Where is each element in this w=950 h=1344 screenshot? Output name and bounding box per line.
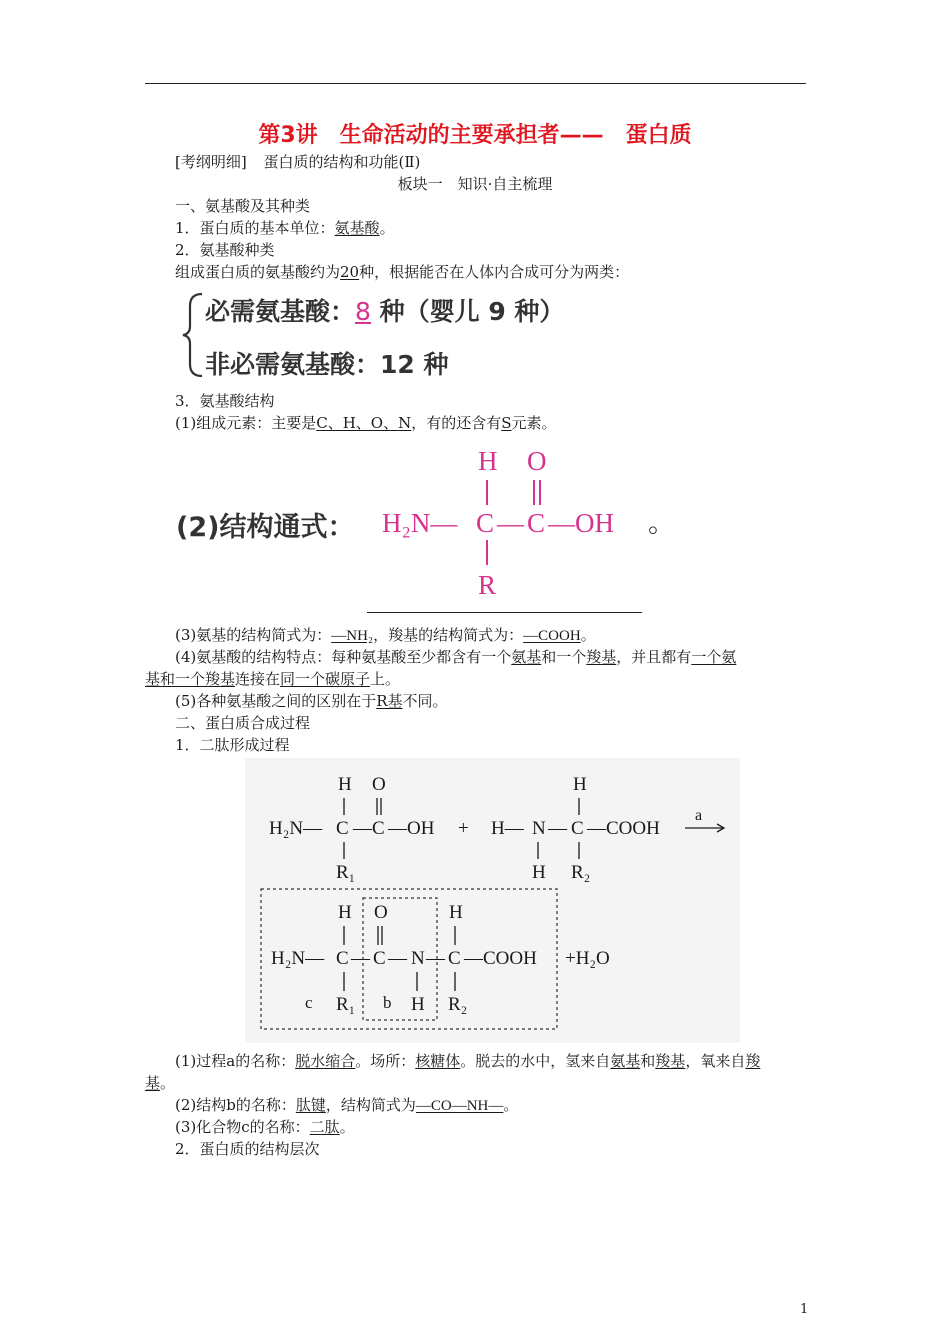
s2-p2: 2．蛋白质的结构层次: [175, 1140, 320, 1158]
answer: 二肽: [309, 1118, 340, 1136]
r1-plus: +: [458, 818, 469, 839]
s1-p4: 3．氨基酸结构: [175, 392, 275, 410]
text: ，结构简式为: [325, 1096, 416, 1114]
syllabus-text: 蛋白质的结构和功能(Ⅱ): [263, 153, 421, 171]
s1-p7-line2: [145, 668, 400, 690]
answer: 同一个碳原子: [280, 670, 371, 688]
header-rule: [145, 83, 806, 84]
r2-dash3: —: [426, 948, 445, 969]
text: 。: [580, 626, 596, 644]
s2-q2: [175, 1094, 518, 1117]
r1-H1: H: [338, 774, 352, 795]
text: (5)各种氨基酸之间的区别在于: [175, 692, 377, 710]
r1-H3: H: [573, 774, 587, 795]
r1-N: N: [532, 818, 546, 839]
r2-dash2: —: [388, 948, 407, 969]
formula-C1: C: [476, 508, 495, 538]
r2-H2N: H₂N—: [271, 948, 325, 969]
brace-line-essential: [205, 292, 564, 328]
section2-heading: 二、蛋白质合成过程: [175, 714, 311, 732]
r1-Hb: H: [532, 862, 546, 883]
s1-p8: [175, 690, 448, 712]
formula-right: —OH: [548, 508, 614, 538]
answer: 一个氨: [691, 648, 737, 666]
r1-dash2: —: [548, 818, 567, 839]
formula-dash: —: [497, 508, 524, 538]
answer: 脱水缩合: [295, 1052, 356, 1070]
s1-p2: 2．氨基酸种类: [175, 241, 275, 259]
answer: 羧基: [586, 648, 617, 666]
r1-C1: C: [336, 818, 349, 839]
r2-H1: H: [338, 902, 352, 923]
r2-H2: H: [449, 902, 463, 923]
formula-left: H₂N—: [382, 508, 458, 538]
text: 和一个: [541, 648, 587, 666]
syllabus-tag: [考纲明细]: [175, 153, 247, 171]
answer: 基和一个羧基: [145, 670, 236, 688]
r2-R2: R₂: [448, 994, 468, 1015]
text: ，羧基的结构简式为：: [373, 626, 524, 644]
r1-a: a: [695, 807, 703, 824]
text: 种，根据能否在人体内合成可分为两类：: [359, 263, 630, 281]
text: 。: [160, 1074, 176, 1092]
r2-C3: C: [448, 948, 461, 969]
answer: R基: [376, 692, 403, 710]
answer: 氨基: [610, 1052, 641, 1070]
r1-OH: —OH: [388, 818, 435, 839]
text: (1)过程a的名称：: [175, 1052, 296, 1070]
text: (3)化合物c的名称：: [175, 1118, 310, 1136]
page-title: 第3讲 生命活动的主要承担者—— 蛋白质: [258, 123, 692, 148]
text: 。: [503, 1096, 519, 1114]
answer: 基: [145, 1074, 161, 1092]
answer: 氨基酸: [334, 219, 380, 237]
text: 必需氨基酸：: [205, 297, 356, 326]
s1-p3: [175, 261, 629, 283]
text: (1)组成元素：主要是: [175, 414, 317, 432]
answer: C、H、O、N: [316, 414, 412, 432]
answer: 20: [340, 263, 360, 281]
answer: S: [501, 414, 512, 432]
answer: 氨基: [511, 648, 542, 666]
text: 上。: [370, 670, 401, 688]
dipeptide-formation-diagram: [245, 758, 740, 1043]
r2-c: c: [305, 993, 313, 1012]
r1-COOH: —COOH: [587, 818, 660, 839]
s2-p1: 1．二肽形成过程: [175, 736, 290, 754]
text: 连接在: [235, 670, 281, 688]
formula-underline: [367, 612, 642, 613]
r1-H2N: H₂N—: [269, 818, 323, 839]
s2-q1-line1: [175, 1050, 760, 1072]
formula-end: 。: [648, 508, 675, 538]
section1-heading: 一、氨基酸及其种类: [175, 197, 311, 215]
text: 和: [640, 1052, 656, 1070]
r1-R2: R₂: [571, 862, 591, 883]
formula-C2: C: [527, 508, 546, 538]
amino-acid-general-formula: [370, 440, 675, 600]
text: 种（婴儿 9 种）: [370, 297, 565, 326]
r2-b: b: [383, 993, 392, 1012]
r2-C1: C: [336, 948, 349, 969]
text: ，有的还含有: [411, 414, 502, 432]
text: 不同。: [402, 692, 448, 710]
r2-dash1: —: [351, 948, 370, 969]
text: 。场所：: [355, 1052, 416, 1070]
s1-p7-line1: [175, 646, 736, 668]
text: (3)氨基的结构简式为：: [175, 626, 332, 644]
r1-R1: R₁: [336, 862, 356, 883]
text: 。: [379, 219, 395, 237]
formula-label: (2)结构通式：: [176, 512, 355, 543]
brace-line-nonessential: 非必需氨基酸：12 种: [205, 350, 449, 379]
s2-q3: [175, 1116, 355, 1138]
answer: 核糖体: [415, 1052, 461, 1070]
r1-C3: C: [571, 818, 584, 839]
r1-O1: O: [372, 774, 386, 795]
text: ，氧来自: [685, 1052, 746, 1070]
text: 。脱去的水中，氢来自: [460, 1052, 611, 1070]
block-heading: 板块一 知识·自主梳理: [397, 175, 553, 193]
r2-Hn: H: [411, 994, 425, 1015]
text: 。: [339, 1118, 355, 1136]
answer: —COOH: [523, 628, 581, 644]
r2-water: +H₂O: [565, 948, 610, 969]
r1-dash: —: [353, 818, 372, 839]
s1-p1: [175, 217, 395, 239]
r2-COOH: —COOH: [464, 948, 537, 969]
text: 1．蛋白质的基本单位：: [175, 219, 335, 237]
r2-C2: C: [373, 948, 386, 969]
r2-O1: O: [374, 902, 388, 923]
formula-H: H: [478, 446, 498, 476]
formula-R: R: [478, 570, 497, 600]
r1-C2: C: [372, 818, 385, 839]
r2-R1: R₁: [336, 994, 356, 1015]
text: ，并且都有: [616, 648, 692, 666]
text: (2)结构b的名称：: [175, 1096, 296, 1114]
s2-q1-line2: [145, 1072, 175, 1094]
syllabus-line: [175, 151, 420, 173]
text: 组成蛋白质的氨基酸约为: [175, 263, 341, 281]
formula-O: O: [527, 446, 547, 476]
r2-N: N: [411, 948, 425, 969]
s1-p6: [175, 624, 596, 647]
answer: 羧基: [655, 1052, 686, 1070]
r1-HN: H—: [491, 818, 524, 839]
answer: 8: [355, 297, 371, 326]
text: 元素。: [511, 414, 557, 432]
answer: —CO—NH—: [415, 1098, 504, 1114]
answer: 羧: [745, 1052, 761, 1070]
answer: 肽键: [295, 1096, 326, 1114]
text: (4)氨基酸的结构特点：每种氨基酸至少都含有一个: [175, 648, 512, 666]
s1-p5: [175, 412, 557, 434]
answer: —NH₂: [331, 628, 374, 644]
page-number: 1: [800, 1302, 809, 1317]
